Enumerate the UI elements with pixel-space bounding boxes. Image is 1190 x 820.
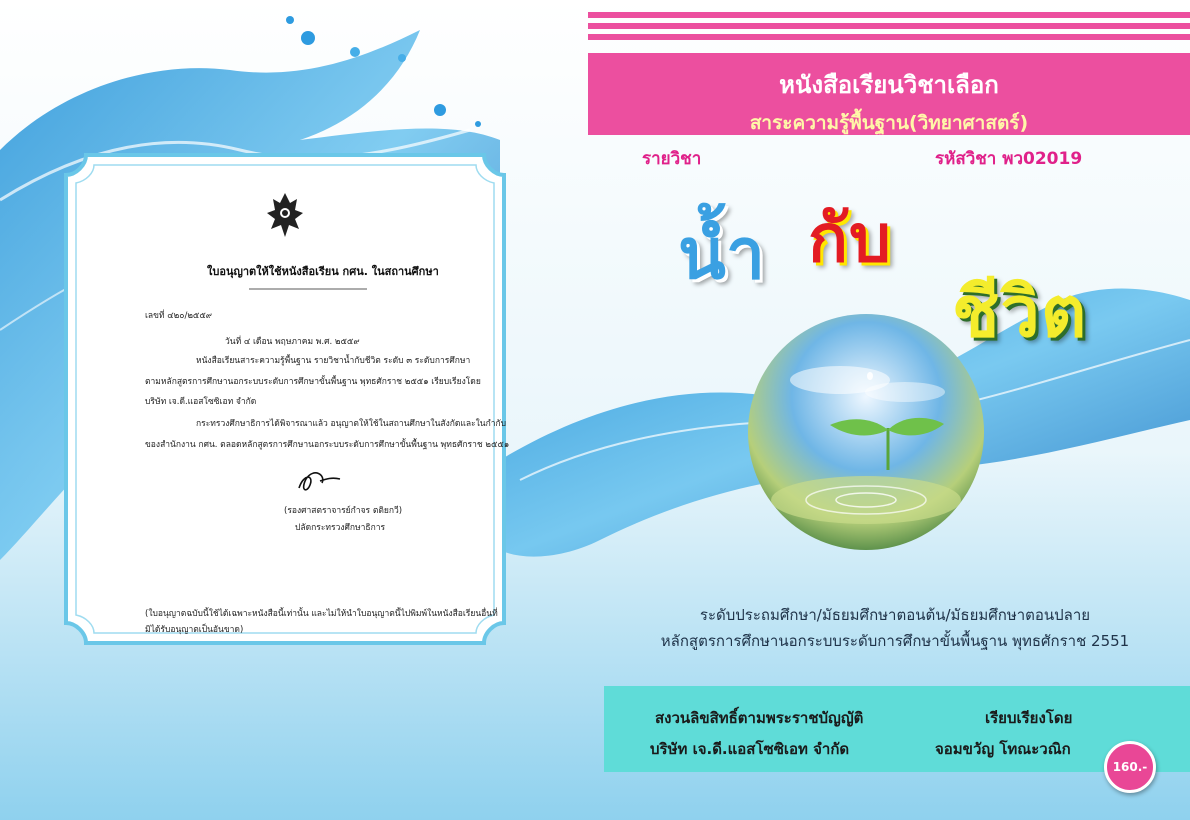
book-title-word-water: น้ำ (678, 213, 767, 295)
certificate-footnote-line1: (ใบอนุญาตฉบับนี้ใช้ได้เฉพาะหนังสือนี้เท่านั้น และไม่ให้นำใบอนุญาตนี้ไปพิมพ์ในหนังสือเรียนอื่นที่ (145, 609, 498, 619)
certificate-para1-line3: บริษัท เจ.ดี.แอสโซซิเอท จำกัด (145, 397, 257, 407)
book-subject-area: สาระความรู้พื้นฐาน(วิทยาศาสตร์) (749, 112, 1029, 134)
certificate-footnote-line2: มิได้รับอนุญาตเป็นอันขาด) (145, 625, 244, 635)
certificate-para1-line2: ตามหลักสูตรการศึกษานอกระบบระดับการศึกษาขั้นพื้นฐาน พุทธศักราช ๒๕๕๑ เรียบเรียงโดย (145, 377, 481, 387)
certificate-para1-line1: หนังสือเรียนสาระความรู้พื้นฐาน รายวิชาน้ำกับชีวิต ระดับ ๓ ระดับการศึกษา (196, 356, 471, 366)
publisher-company: บริษัท เจ.ดี.แอสโซซิเอท จำกัด (650, 740, 850, 758)
certificate-date: วันที่ ๔ เดือน พฤษภาคม พ.ศ. ๒๕๕๙ (225, 337, 360, 347)
book-title-word-with: กับ (808, 200, 892, 277)
certificate-title: ใบอนุญาตให้ใช้หนังสือเรียน กศน. ในสถานศึกษา (207, 265, 439, 278)
author-name: จอมขวัญ โทณะวณิก (935, 740, 1071, 758)
subject-code: รหัสวิชา พว02019 (935, 149, 1083, 169)
certificate-signer-position: ปลัดกระทรวงศึกษาธิการ (295, 523, 386, 533)
compiled-by-label: เรียบเรียงโดย (985, 709, 1073, 727)
certificate-para2-line1: กระทรวงศึกษาธิการได้พิจารณาแล้ว อนุญาตให้ใช้ในสถานศึกษาในสังกัดและในกำกับ (196, 419, 507, 429)
book-series-title: หนังสือเรียนวิชาเลือก (779, 71, 999, 99)
copyright-notice: สงวนลิขสิทธิ์ตามพระราชบัญญัติ (655, 709, 864, 727)
certificate-frame (64, 153, 506, 645)
education-level: ระดับประถมศึกษา/มัธยมศึกษาตอนต้น/มัธยมศึกษาตอนปลาย (699, 606, 1091, 624)
title-banner (588, 53, 1190, 135)
certificate-para2-line2: ของสำนักงาน กศน. ตลอดหลักสูตรการศึกษานอกระบบระดับการศึกษาขั้นพื้นฐาน พุทธศักราช ๒๕๕๑ (145, 440, 510, 450)
header-stripes (588, 12, 1190, 45)
subject-label: รายวิชา (642, 149, 702, 169)
price-badge: 160.- (1104, 741, 1156, 793)
curriculum-line: หลักสูตรการศึกษานอกระบบระดับการศึกษาขั้นพื้นฐาน พุทธศักราช 2551 (660, 632, 1130, 650)
certificate-signer-name: (รองศาสตราจารย์กำจร ตติยกวี) (284, 506, 403, 516)
book-title-word-life: ชีวิต (952, 271, 1088, 353)
certificate-number: เลขที่ ๔๒๐/๒๕๕๙ (145, 311, 213, 321)
